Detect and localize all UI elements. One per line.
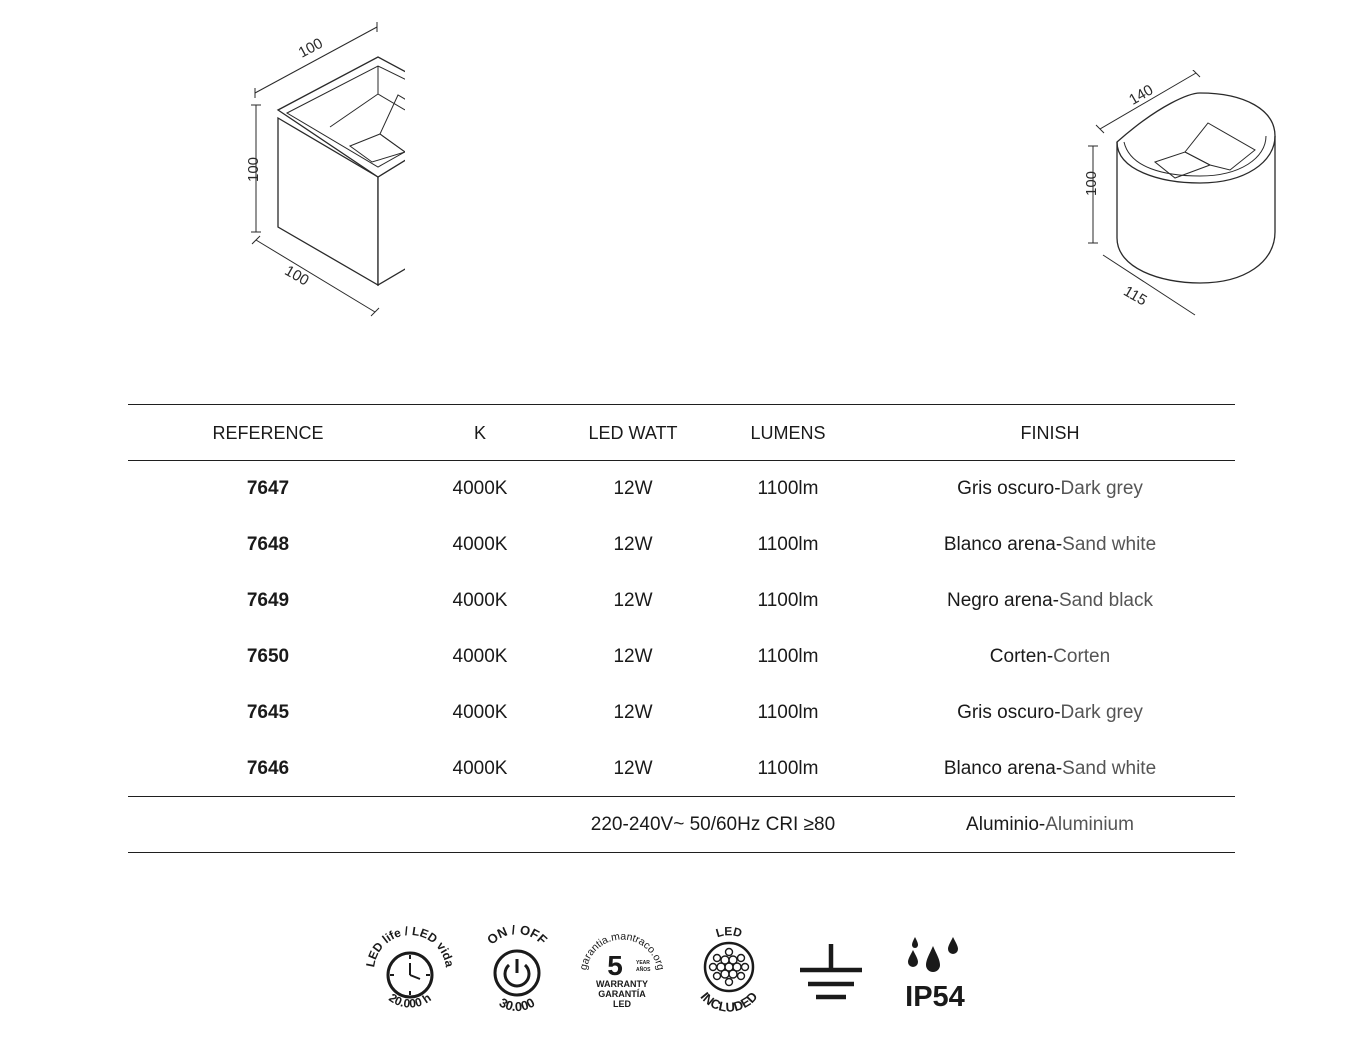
warranty-anos-label: AÑOS xyxy=(636,967,651,973)
cell-lumens: 1100lm xyxy=(757,478,819,499)
power-spec: 220-240V~ 50/60Hz CRI ≥80 xyxy=(590,814,836,835)
finish-es: Gris oscuro xyxy=(957,702,1055,723)
cell-finish xyxy=(900,461,1200,517)
finish-en: Dark grey xyxy=(1060,478,1143,499)
header-watt: LED WATT xyxy=(588,423,678,443)
cell-finish xyxy=(900,629,1200,685)
warranty-line3: LED xyxy=(613,999,631,1009)
cell-reference: 7649 xyxy=(246,590,290,611)
svg-text:LED xyxy=(714,924,744,940)
water-drops-icon xyxy=(908,937,958,972)
header-reference: REFERENCE xyxy=(212,423,324,443)
table-row xyxy=(128,685,1235,741)
finish-en: Sand white xyxy=(1062,758,1157,779)
cell-reference: 7650 xyxy=(246,646,290,667)
cell-k: 4000K xyxy=(452,702,508,723)
cell-lumens: 1100lm xyxy=(757,590,819,611)
cell-finish xyxy=(900,517,1200,573)
warranty-icon xyxy=(575,922,670,1017)
cell-watt: 12W xyxy=(613,590,653,611)
ip-rating: IP54 xyxy=(905,981,965,1013)
cell-watt: 12W xyxy=(613,534,653,555)
table-bottom-rule xyxy=(128,852,1235,853)
warranty-line2: GARANTÍA xyxy=(598,989,646,999)
finish-sep: - xyxy=(1054,702,1061,723)
table-row xyxy=(128,741,1235,797)
finish-sep: - xyxy=(1046,646,1054,667)
warranty-url: garantia.mantraco.org xyxy=(577,930,667,972)
table-row xyxy=(128,461,1235,517)
finish-es: Gris oscuro xyxy=(957,478,1055,499)
finish-sep: - xyxy=(1054,478,1061,499)
dim-depth: 100 xyxy=(281,262,312,290)
led-included-bottom: INCLUDED xyxy=(697,988,761,1015)
led-life-top-text: LED life / LED vida xyxy=(363,925,457,969)
dim-depth: 115 xyxy=(1120,282,1150,310)
dim-height: 100 xyxy=(1083,170,1100,196)
on-off-icon xyxy=(470,925,565,1020)
table-row xyxy=(128,629,1235,685)
led-included-icon xyxy=(682,922,777,1017)
finish-es: Negro arena xyxy=(947,590,1053,611)
dim-top: 100 xyxy=(295,34,326,62)
cell-reference: 7646 xyxy=(246,758,290,779)
finish-es: Blanco arena xyxy=(943,534,1056,555)
finish-en: Sand white xyxy=(1062,534,1157,555)
cell-watt: 12W xyxy=(613,702,653,723)
finish-sep: - xyxy=(1052,590,1059,611)
cell-reference: 7645 xyxy=(246,702,290,723)
cell-watt: 12W xyxy=(613,758,653,779)
dim-width: 140 xyxy=(1126,81,1157,109)
svg-text:30.000 xyxy=(497,995,537,1014)
on-off-top-text: ON / OFF xyxy=(484,925,551,948)
svg-text:INCLUDED xyxy=(698,989,761,1015)
cell-k: 4000K xyxy=(452,590,508,611)
dim-height: 100 xyxy=(245,156,262,182)
warranty-years: 5 xyxy=(607,950,623,981)
cell-lumens: 1100lm xyxy=(757,534,819,555)
led-included-top: LED xyxy=(714,924,744,941)
cell-watt: 12W xyxy=(613,646,653,667)
round-fixture-drawing xyxy=(1070,70,1290,320)
material-sep: - xyxy=(1038,814,1046,835)
cell-k: 4000K xyxy=(452,534,508,555)
cell-watt: 12W xyxy=(613,478,653,499)
svg-text:ON / OFF xyxy=(484,925,550,947)
finish-en: Sand black xyxy=(1058,590,1153,611)
finish-sep: - xyxy=(1055,534,1063,555)
table-row xyxy=(128,517,1235,573)
material-en: Aluminium xyxy=(1045,814,1134,835)
cell-finish xyxy=(900,741,1200,797)
warranty-line1: WARRANTY xyxy=(596,979,648,989)
led-chip-icon xyxy=(705,943,753,991)
ip54-icon xyxy=(895,932,980,1017)
cell-k: 4000K xyxy=(452,478,508,499)
finish-sep: - xyxy=(1055,758,1063,779)
ground-icon xyxy=(796,940,866,1010)
cell-lumens: 1100lm xyxy=(757,702,819,723)
material xyxy=(900,797,1200,853)
square-fixture-drawing xyxy=(225,20,405,320)
finish-es: Corten xyxy=(989,646,1047,667)
cell-lumens: 1100lm xyxy=(757,758,819,779)
cell-finish xyxy=(900,685,1200,741)
table-row xyxy=(128,573,1235,629)
led-life-bottom-text: 20.000 h xyxy=(386,990,434,1011)
cell-reference: 7647 xyxy=(246,478,290,499)
header-k: K xyxy=(473,423,486,443)
material-es: Aluminio xyxy=(966,814,1039,835)
finish-en: Corten xyxy=(1053,646,1111,667)
header-finish: FINISH xyxy=(1020,423,1080,443)
table-header xyxy=(128,405,1235,461)
svg-text:LED life / LED vida xyxy=(363,925,457,968)
cell-finish xyxy=(900,573,1200,629)
cell-lumens: 1100lm xyxy=(757,646,819,667)
cell-k: 4000K xyxy=(452,646,508,667)
finish-es: Blanco arena xyxy=(943,758,1056,779)
led-life-icon xyxy=(360,925,460,1020)
on-off-bottom-text: 30.000 xyxy=(496,994,538,1015)
cell-reference: 7648 xyxy=(246,534,290,555)
header-lumens: LUMENS xyxy=(750,423,826,443)
table-footer xyxy=(128,797,1235,853)
cell-k: 4000K xyxy=(452,758,508,779)
finish-en: Dark grey xyxy=(1060,702,1143,723)
warranty-year-label: YEAR xyxy=(636,960,650,966)
